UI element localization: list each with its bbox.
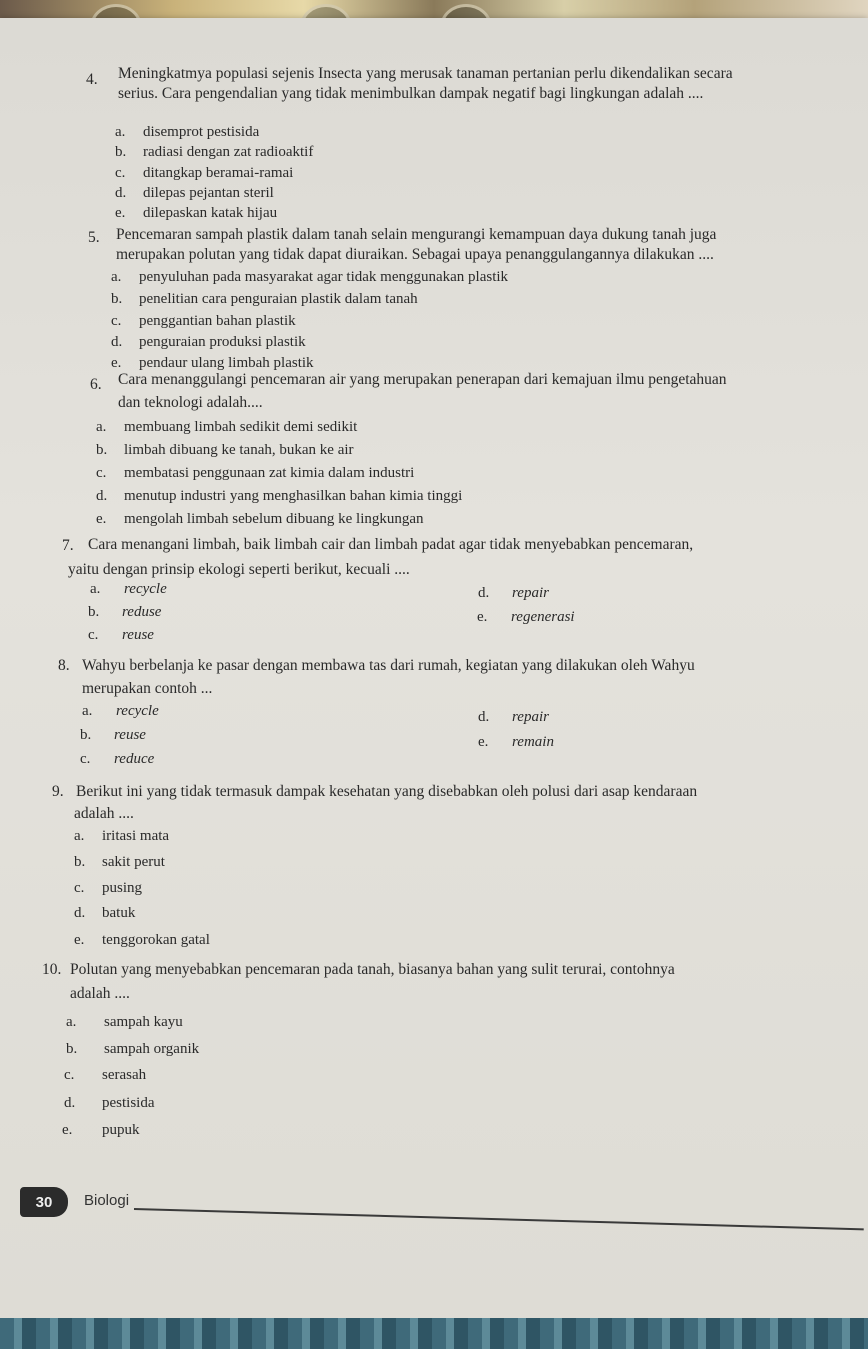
question-stem-line: merupakan polutan yang tidak dapat diuraikan. Sebagai upaya penanggulangannya dilakukan .... [116,246,714,263]
question-stem-line: adalah .... [70,985,130,1002]
page-number-badge: 30 [20,1187,68,1217]
option-8d[interactable]: d. repair [478,709,549,725]
option-10b[interactable]: b. sampah organik [66,1041,200,1057]
question-number: 4. [86,71,98,88]
option-10e[interactable]: e. pupuk [62,1122,140,1138]
option-8b[interactable]: b. reuse [80,727,146,743]
question-stem-line: Berikut ini yang tidak termasuk dampak kesehatan yang disebabkan oleh polusi dari asap kendaraan [76,783,698,800]
option-6e[interactable]: e. mengolah limbah sebelum dibuang ke lingkungan [96,511,424,527]
question-number: 10. [42,961,62,978]
question-stem-line: Pencemaran sampah plastik dalam tanah selain mengurangi kemampuan daya dukung tanah juga [116,226,717,243]
option-6c[interactable]: c. membatasi penggunaan zat kimia dalam industri [96,465,415,481]
question-stem-line: dan teknologi adalah.... [118,394,263,411]
option-4b[interactable]: b. radiasi dengan zat radioaktif [115,144,314,160]
question-stem-line: Polutan yang menyebabkan pencemaran pada tanah, biasanya bahan yang sulit terurai, contohnya [70,961,675,978]
question-stem-line: serius. Cara pengendalian yang tidak menimbulkan dampak negatif bagi lingkungan adalah .... [118,85,704,102]
option-9d[interactable]: d. batuk [74,905,136,921]
question-number: 9. [52,783,64,800]
option-7e[interactable]: e. regenerasi [477,609,575,625]
question-stem-line: Cara menanggulangi pencemaran air yang merupakan penerapan dari kemajuan ilmu pengetahuan [118,371,727,388]
option-9a[interactable]: a. iritasi mata [74,828,170,844]
option-9b[interactable]: b. sakit perut [74,854,165,870]
option-6a[interactable]: a. membuang limbah sedikit demi sedikit [96,419,358,435]
option-5b[interactable]: b. penelitian cara penguraian plastik dalam tanah [111,291,418,307]
option-9c[interactable]: c. pusing [74,880,143,896]
background-floor [0,1318,868,1349]
option-4e[interactable]: e. dilepaskan katak hijau [115,205,278,221]
option-4c[interactable]: c. ditangkap beramai-ramai [115,165,294,181]
option-5c[interactable]: c. penggantian bahan plastik [111,313,296,329]
option-7b[interactable]: b. reduse [88,604,162,620]
option-6d[interactable]: d. menutup industri yang menghasilkan bahan kimia tinggi [96,488,463,504]
option-8a[interactable]: a. recycle [82,703,159,719]
question-stem-line: yaitu dengan prinsip ekologi seperti berikut, kecuali .... [68,561,410,578]
option-10d[interactable]: d. pestisida [64,1095,155,1111]
option-9e[interactable]: e. tenggorokan gatal [74,932,210,948]
option-8c[interactable]: c. reduce [80,751,155,767]
question-number: 6. [90,376,102,393]
question-number: 7. [62,537,74,554]
option-10c[interactable]: c. serasah [64,1067,147,1083]
option-4d[interactable]: d. dilepas pejantan steril [115,185,274,201]
question-stem-line: Cara menangani limbah, baik limbah cair dan limbah padat agar tidak menyebabkan pencemaran, [88,536,694,553]
option-4a[interactable]: a. disemprot pestisida [115,124,260,140]
option-5e[interactable]: e. pendaur ulang limbah plastik [111,355,314,371]
option-6b[interactable]: b. limbah dibuang ke tanah, bukan ke air [96,442,354,458]
option-10a[interactable]: a. sampah kayu [66,1014,183,1030]
question-number: 5. [88,229,100,246]
question-stem-line: adalah .... [74,805,134,822]
option-8e[interactable]: e. remain [478,734,554,750]
question-stem-line: Meningkatmya populasi sejenis Insecta yang merusak tanaman pertanian perlu dikendalikan secara [118,65,733,82]
question-stem-line: merupakan contoh ... [82,680,213,697]
subject-label: Biologi [84,1192,130,1209]
option-7a[interactable]: a. recycle [90,581,167,597]
question-stem-line: Wahyu berbelanja ke pasar dengan membawa tas dari rumah, kegiatan yang dilakukan oleh Wahyu [82,657,695,674]
option-7c[interactable]: c. reuse [88,627,154,643]
question-number: 8. [58,657,70,674]
option-5a[interactable]: a. penyuluhan pada masyarakat agar tidak menggunakan plastik [111,269,509,285]
option-7d[interactable]: d. repair [478,585,549,601]
option-5d[interactable]: d. penguraian produksi plastik [111,334,306,350]
